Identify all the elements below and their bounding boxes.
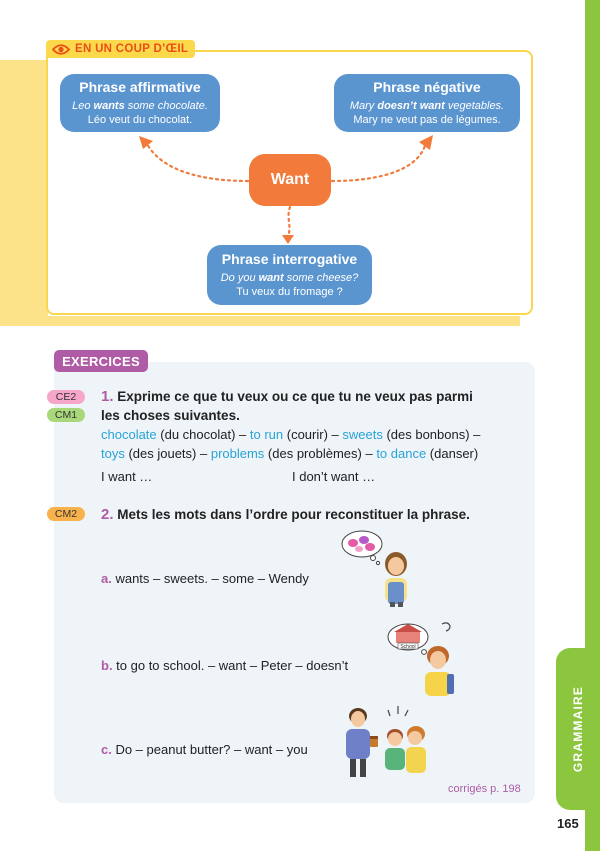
page-number: 165	[557, 816, 579, 831]
exercise-1-vocab-line2: toys (des jouets) – problems (des problèmes) – to dance (danser)	[101, 446, 479, 461]
negative-title: Phrase négative	[373, 79, 481, 95]
interrogative-title: Phrase interrogative	[221, 251, 358, 267]
exercise-2-item-c: c. Do – peanut butter? – want – you	[101, 742, 308, 757]
grammar-tab-label: GRAMMAIRE	[571, 685, 586, 773]
exercise-2-title: 2. Mets les mots dans l’ordre pour reconstituer la phrase.	[101, 506, 470, 523]
want-center-pill: Want	[249, 154, 331, 206]
exercise-1-i-want: I want …	[101, 469, 153, 484]
level-badge-cm2: CM2	[47, 507, 85, 521]
arrow-to-interrogative	[288, 207, 290, 236]
negative-translation: Mary ne veut pas de légumes.	[353, 114, 501, 126]
answers-reference: corrigés p. 198	[448, 783, 521, 795]
school-sign-label: School	[400, 644, 416, 650]
interrogative-bubble	[207, 245, 372, 305]
exercise-1-i-dont-want: I don’t want …	[292, 469, 376, 484]
arrow-to-negative	[332, 142, 426, 181]
exercise-1-vocab-line1: chocolate (du chocolat) – to run (courir) – sweets (des bonbons) –	[101, 427, 481, 442]
boy-school-illustration	[386, 620, 466, 698]
exercise-1-number: 1.	[101, 388, 114, 405]
level-badge-cm1: CM1	[47, 408, 85, 422]
kids-peanut-butter-illustration	[340, 702, 432, 780]
exercise-2-number: 2.	[101, 506, 114, 523]
affirmative-title: Phrase affirmative	[79, 79, 201, 95]
affirmative-bubble	[60, 74, 220, 132]
exercise-1-title-line2: les choses suivantes.	[101, 408, 240, 423]
level-badge-ce2: CE2	[47, 390, 85, 404]
interrogative-translation: Tu veux du fromage ?	[236, 286, 343, 298]
affirmative-translation: Léo veut du chocolat.	[87, 114, 193, 126]
girl-thinking-sweets-illustration	[338, 528, 418, 608]
negative-example: Mary doesn’t want vegetables.	[349, 100, 505, 112]
negative-bubble	[334, 74, 520, 132]
arrow-to-affirmative	[146, 142, 248, 181]
exercises-tag: EXERCICES	[54, 350, 148, 372]
affirmative-example: Leo wants some chocolate.	[72, 100, 208, 112]
interrogative-example: Do you want some cheese?	[220, 272, 359, 284]
exercise-2-item-b: b. to go to school. – want – Peter – doesn’t	[101, 658, 349, 673]
exercise-1-title: 1. Exprime ce que tu veux ou ce que tu ne veux pas parmi	[101, 388, 473, 405]
overview-tag-label: EN UN COUP D’ŒIL	[75, 43, 189, 55]
exercise-2-item-a: a. wants – sweets. – some – Wendy	[101, 571, 309, 586]
